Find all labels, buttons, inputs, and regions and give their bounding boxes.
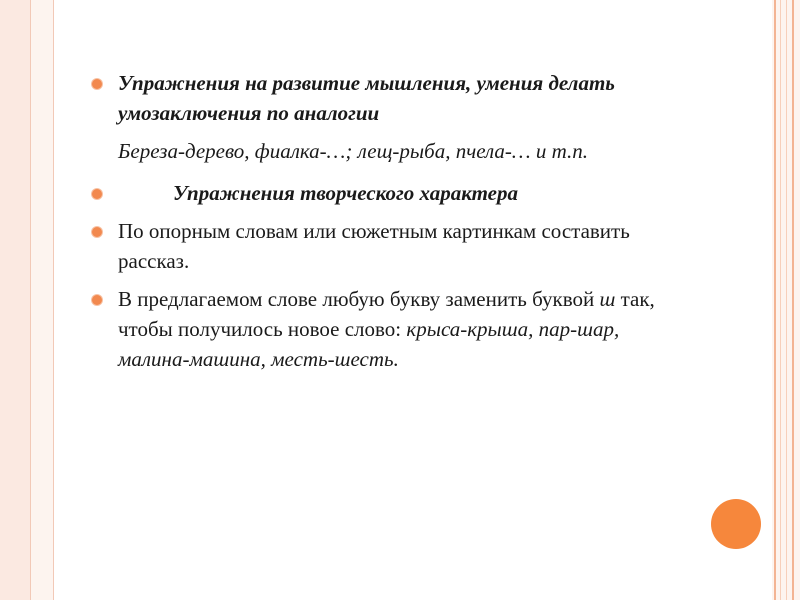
- bullet-text: Упражнения на развитие мышления, умения делать умозаключения по аналогии: [118, 71, 615, 125]
- bullet-item-letter-replacement: [90, 284, 690, 374]
- frame-left-inner-decoration: [30, 0, 54, 600]
- bullet-text-before: В предлагаемом слове любую букву заменить буквой: [118, 287, 600, 311]
- bullet-icon: [92, 189, 102, 199]
- bullet-item-thinking-exercises: [90, 68, 690, 128]
- analogy-examples-text: Береза-дерево, фиалка-…; лещ-рыба, пчела-… и т.п.: [118, 139, 589, 163]
- slide-content: [90, 68, 690, 382]
- bullet-text: Упражнения творческого характера: [173, 181, 518, 205]
- bullet-text-letter: ш: [599, 287, 616, 311]
- bullet-text: По опорным словам или сюжетным картинкам составить рассказ.: [118, 219, 630, 273]
- bullet-icon: [92, 295, 102, 305]
- bullet-text-after: так, чтобы получилось новое слово:: [118, 287, 655, 341]
- bullet-item-creative-exercises: [90, 178, 690, 208]
- frame-right-decoration: [772, 0, 800, 600]
- frame-left-decoration: [0, 0, 30, 600]
- bullet-icon: [92, 79, 102, 89]
- orange-circle-decoration: [711, 499, 761, 549]
- bullet-icon: [92, 227, 102, 237]
- bullet-item-story: [90, 216, 690, 276]
- bullet-text-examples: крыса-крыша, пар-шар, малина-машина, месть-шесть.: [118, 317, 620, 371]
- analogy-examples: [90, 136, 690, 166]
